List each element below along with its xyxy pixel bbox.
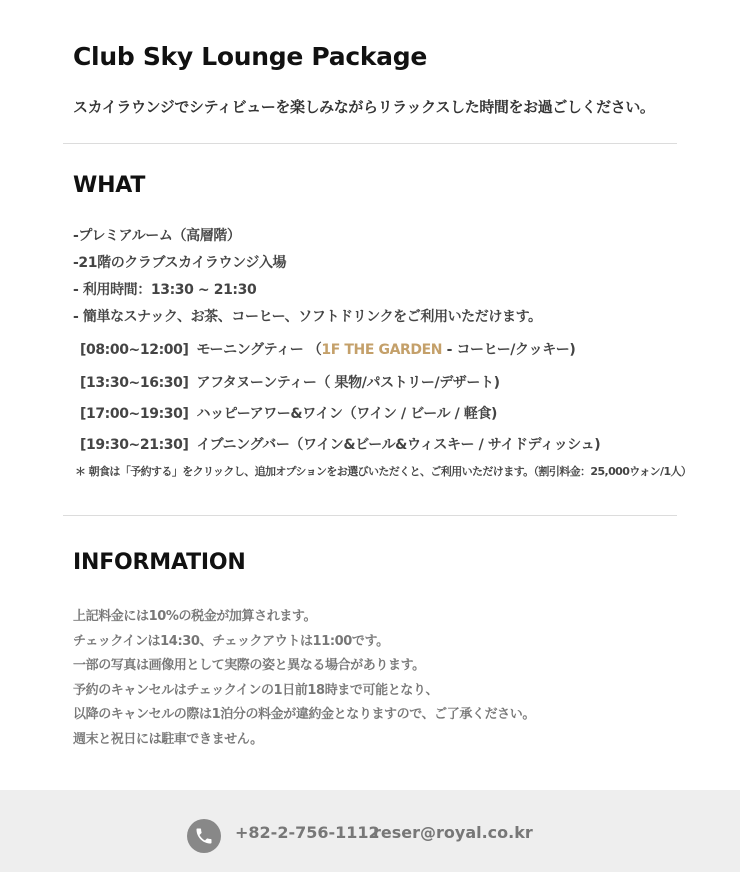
what-line: -21階のクラブスカイラウンジ入場 <box>73 255 287 271</box>
schedule-text: イブニングバー（ワイン&ビール&ウィスキー / サイドディッシュ) <box>196 437 601 453</box>
phone-icon <box>187 819 221 853</box>
schedule-item <box>80 339 575 359</box>
what-heading: WHAT <box>73 173 146 198</box>
schedule-text: モーニングティー （ <box>196 342 322 358</box>
garden-highlight: 1F THE GARDEN <box>321 342 443 358</box>
info-line: チェックインは14:30、チェックアウトは11:00です。 <box>73 634 389 649</box>
information-heading: INFORMATION <box>73 550 246 575</box>
info-line: 週末と祝日には駐車できません。 <box>73 732 263 747</box>
what-line: - 簡単なスナック、お茶、コーヒー、ソフトドリンクをご利用いただけます。 <box>73 309 542 325</box>
divider <box>63 143 677 144</box>
schedule-time: [19:30~21:30] <box>80 437 189 453</box>
info-line: 以降のキャンセルの際は1泊分の料金が違約金となりますので、ご了承ください。 <box>73 707 535 722</box>
schedule-time: [08:00~12:00] <box>80 342 189 358</box>
schedule-text: - コーヒー/クッキー) <box>442 342 576 358</box>
info-line: 一部の写真は画像用として実際の姿と異なる場合があります。 <box>73 658 425 673</box>
schedule-text: アフタヌーンティー（ 果物/パストリー/デザート) <box>196 375 500 391</box>
divider <box>63 515 677 516</box>
what-line: - 利用時間：13:30 ~ 21:30 <box>73 282 257 298</box>
breakfast-note: ＊ 朝食は「予約する」をクリックし、追加オプションをお選びいただくと、ご利用いただけます。（割引料金：25,000ウォン/1人） <box>75 465 692 478</box>
schedule-time: [13:30~16:30] <box>80 375 189 391</box>
info-line: 上記料金には10%の税金が加算されます。 <box>73 609 317 624</box>
email-link[interactable]: reser@royal.co.kr <box>373 823 533 842</box>
schedule-time: [17:00~19:30] <box>80 406 189 422</box>
phone-number-link[interactable]: +82-2-756-1112 <box>235 823 380 842</box>
schedule-item <box>80 434 600 454</box>
schedule-text: ハッピーアワー&ワイン（ワイン / ビール / 軽食) <box>196 406 498 422</box>
schedule-item <box>80 372 500 392</box>
page-title: Club Sky Lounge Package <box>73 42 427 71</box>
what-line: -プレミアルーム（高層階） <box>73 228 241 244</box>
schedule-item <box>80 403 497 423</box>
contact-footer <box>0 790 740 872</box>
info-line: 予約のキャンセルはチェックインの1日前18時まで可能となり、 <box>73 683 439 698</box>
page-subtitle: スカイラウンジでシティビューを楽しみながらリラックスした時間をお過ごしください。 <box>73 98 655 116</box>
